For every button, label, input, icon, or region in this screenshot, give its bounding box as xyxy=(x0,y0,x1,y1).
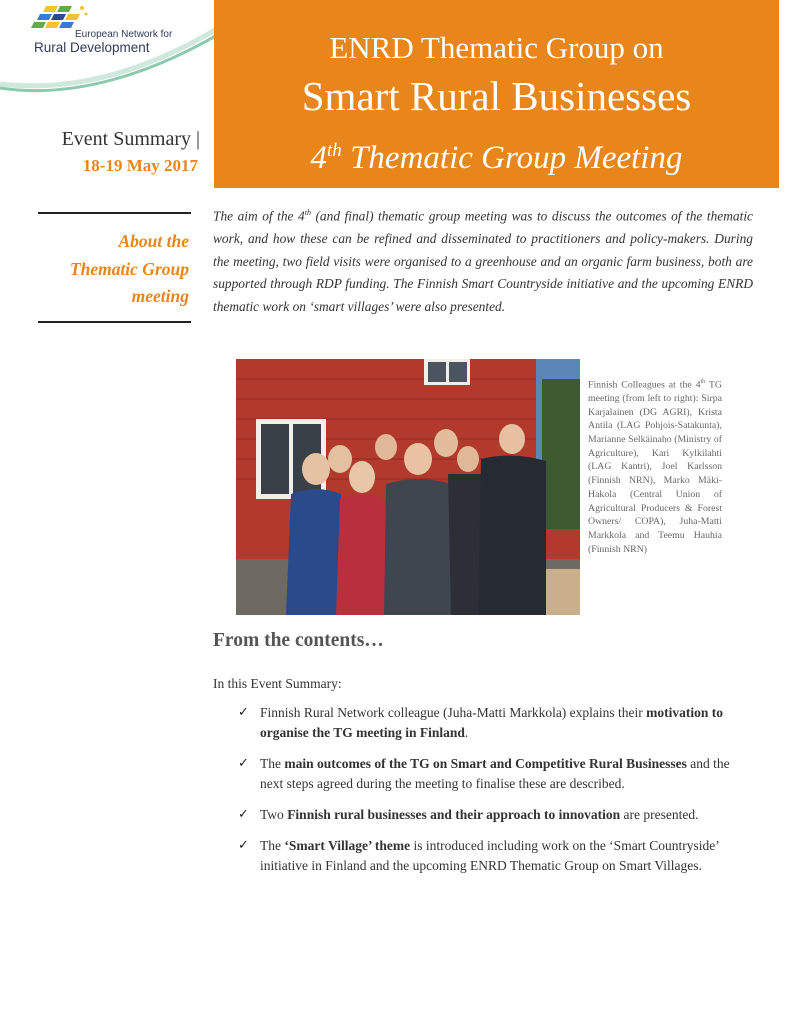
checkmark-icon: ✓ xyxy=(238,838,249,853)
banner-title-line2: Smart Rural Businesses xyxy=(301,73,692,119)
photo-caption: Finnish Colleagues at the 4th TG meeting (from left to right): Sirpa Karjalainen (DG AGRI), Krista Antila (LAG Pohjois-Satakunta), Marianne Selkäinaho (Ministry of Agriculture), Kari Kylkilahti (LAG Kantri), Joel Karlsson (Finnish NRN), Marko Mäki-Hakola (Central Union of Agricultural Producers & Forest Owners/ COPA), Juha-Matti Markkola and Teemu Hauhia (Finnish NRN) xyxy=(588,379,722,555)
list-item: ✓ The ‘Smart Village’ theme is introduced including work on the ‘Smart Countryside’ initiative in Finland and the upcoming ENRD Thematic Group on Smart Villages. xyxy=(238,838,719,873)
event-date: 18-19 May 2017 xyxy=(82,156,198,175)
contents-heading: From the contents… xyxy=(213,630,384,651)
logo-text-line2: Rural Development xyxy=(34,40,150,55)
contents-intro: In this Event Summary: xyxy=(213,676,342,691)
contents-list xyxy=(238,703,756,887)
about-heading: About the Thematic Group meeting xyxy=(69,231,189,306)
checkmark-icon: ✓ xyxy=(238,756,249,771)
list-item: ✓ Finnish Rural Network colleague (Juha-Matti Markkola) explains their motivation to organise the TG meeting in Finland. xyxy=(238,705,724,740)
divider-top xyxy=(38,212,191,214)
banner-meeting-title: 4th Thematic Group Meeting xyxy=(310,140,683,176)
divider-bottom xyxy=(38,321,191,323)
intro-paragraph: The aim of the 4th (and final) thematic group meeting was to discuss the outcomes of the thematic work, and how these can be refined and disseminated to practitioners and policy-makers. During the meeting, two field visits were organised to a greenhouse and an organic farm business, both are supported through RDP funding. The Finnish Smart Countryside initiative and the upcoming ENRD thematic work on ‘smart villages’ were also presented. xyxy=(213,208,753,314)
event-summary-label: Event Summary | xyxy=(61,128,200,150)
checkmark-icon: ✓ xyxy=(238,705,249,720)
banner-title-line1: ENRD Thematic Group on xyxy=(329,30,664,65)
logo-text-line1: European Network for xyxy=(75,29,173,40)
list-item: ✓ Two Finnish rural businesses and their approach to innovation are presented. xyxy=(238,805,756,825)
group-photo xyxy=(236,359,580,615)
checkmark-icon: ✓ xyxy=(238,807,249,822)
list-item: ✓ The main outcomes of the TG on Smart and Competitive Rural Businesses and the next steps agreed during the meeting to finalise these are described. xyxy=(238,756,730,791)
